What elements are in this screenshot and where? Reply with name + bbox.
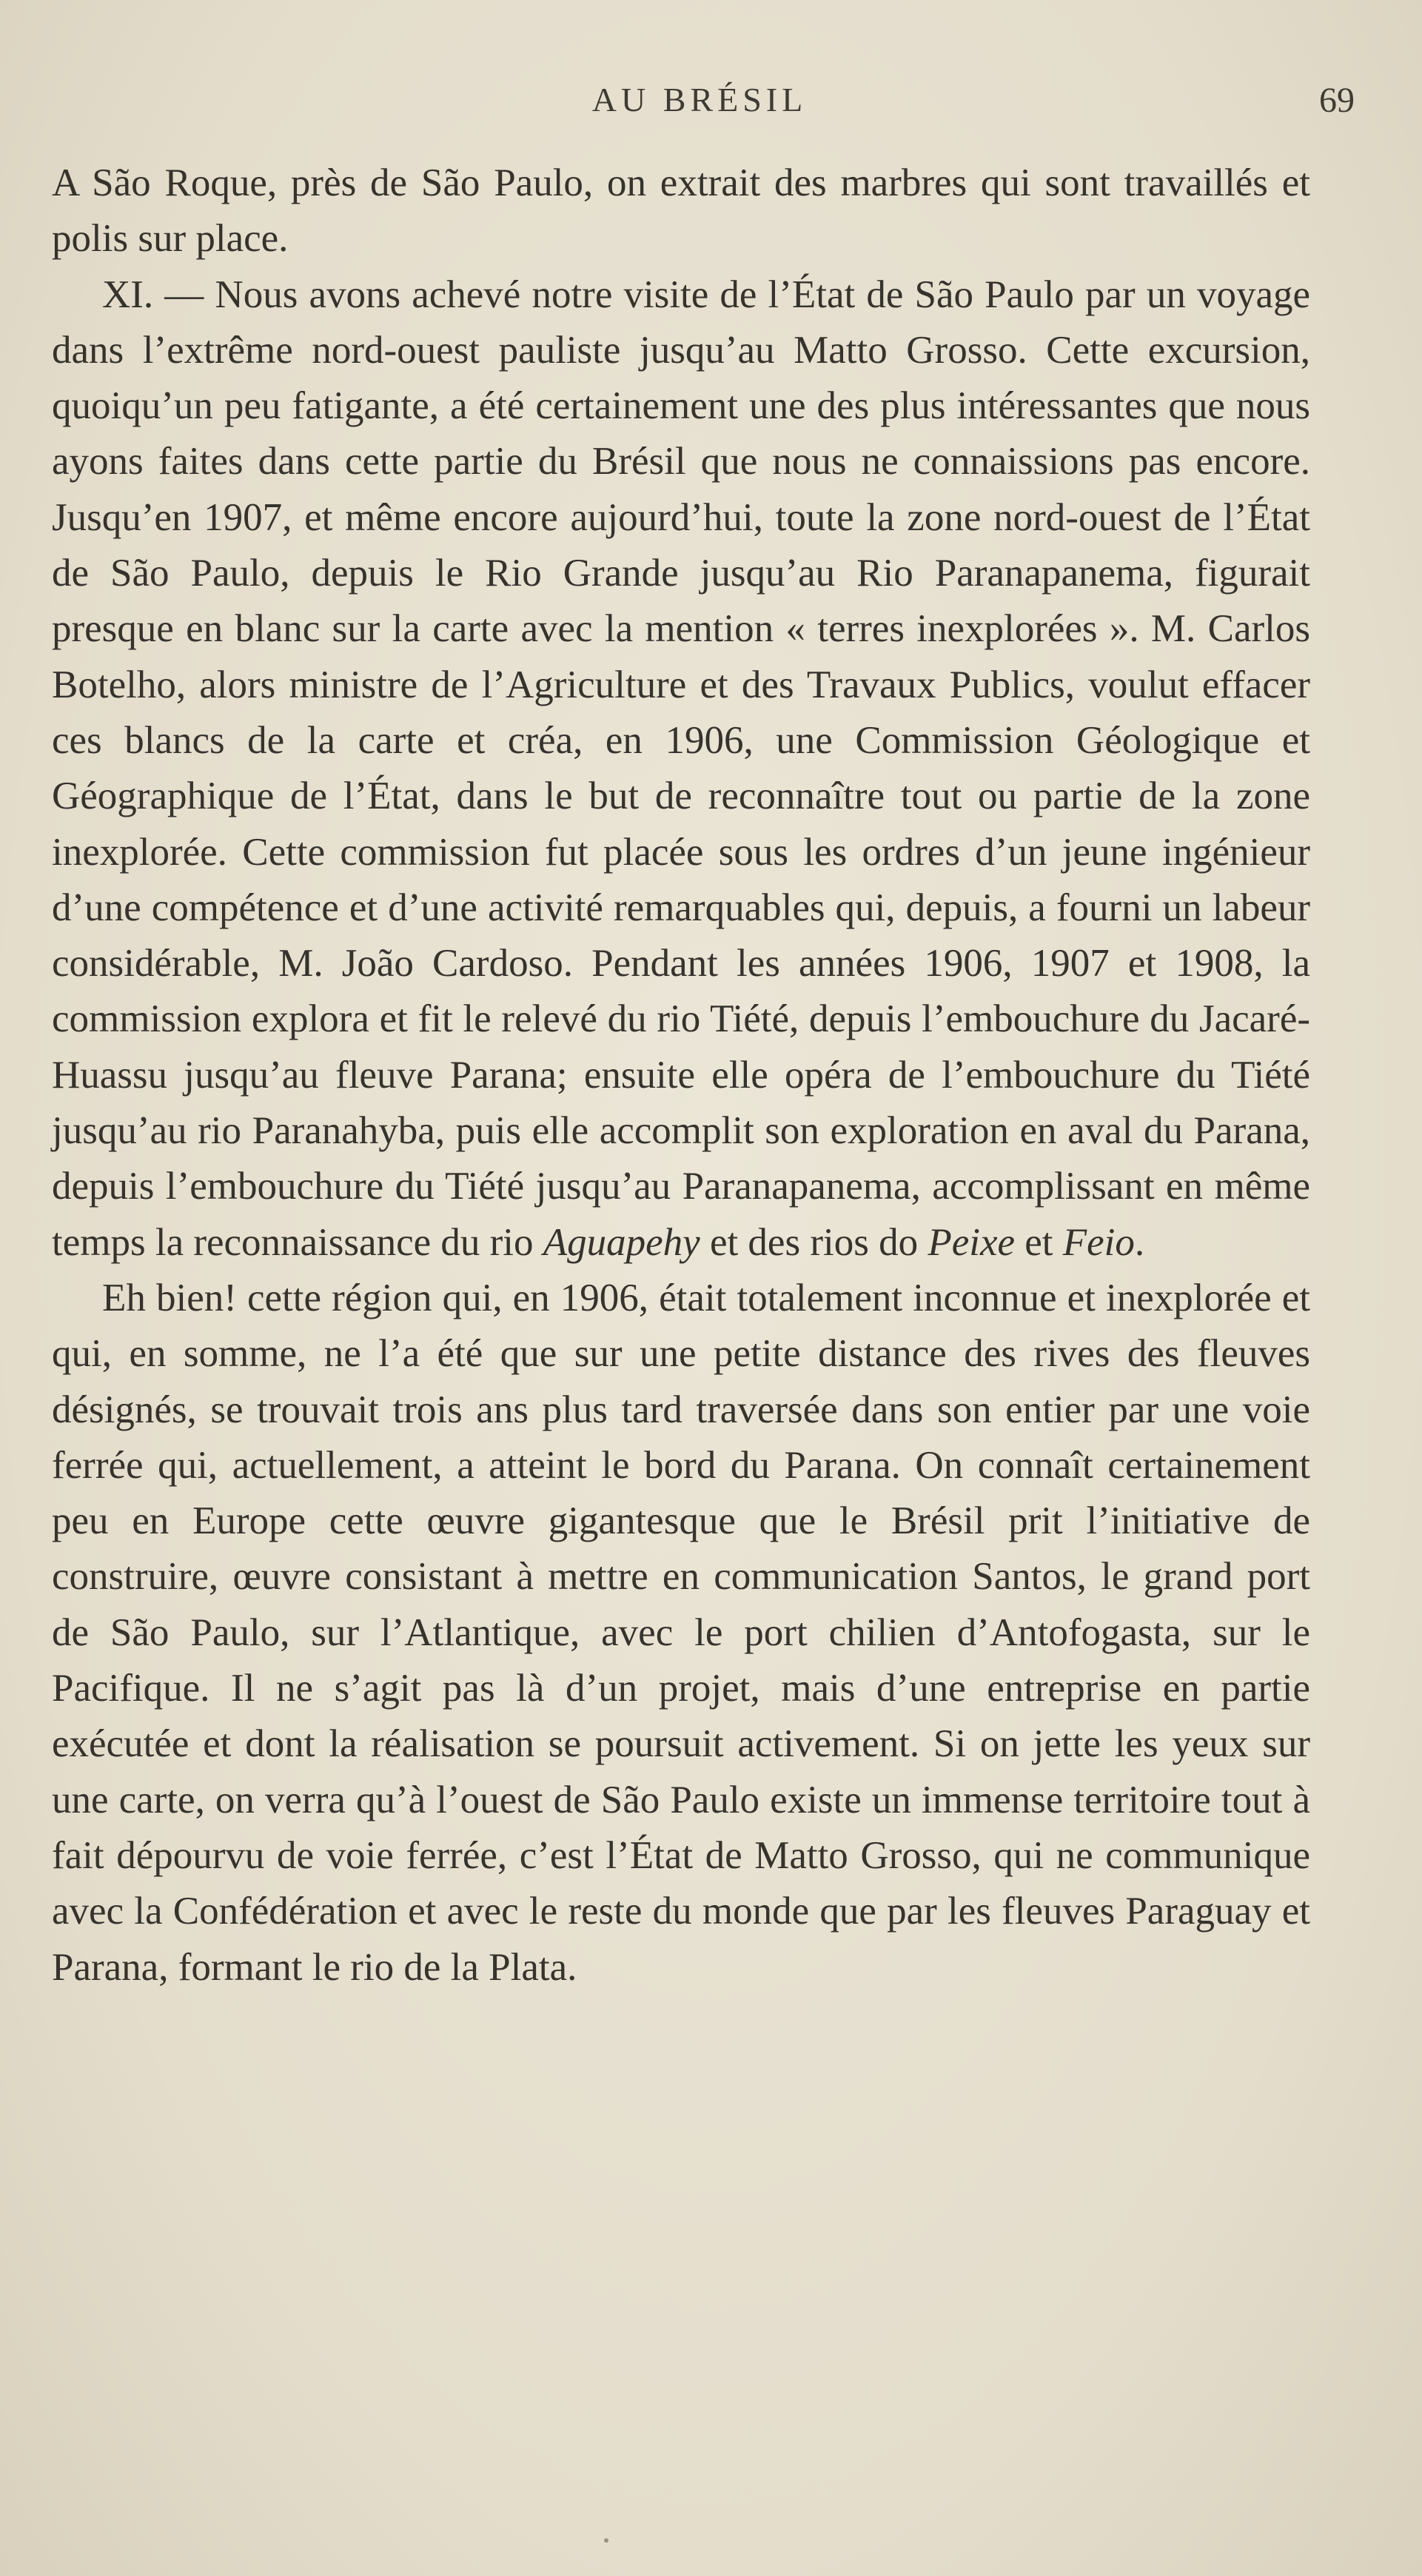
paragraph-3: Eh bien! cette région qui, en 1906, était totalement inconnue et inexplorée et qui, en somme, ne l’a été que sur une petite distance des rives des fleuves désignés, se trouvait trois ans plus tard traversée dans son entier par une voie ferrée qui, actuellement, a atteint le bord du Parana. On connaît certainement peu en Europe cette œuvre gigantesque que le Brésil prit l’initiative de construire, œuvre consistant à mettre en communication Santos, le grand port de São Paulo, sur l’Atlantique, avec le port chilien d’Antofogasta, sur le Pacifique. Il ne s’agit pas là d’un projet, mais d’une entreprise en partie exécutée et dont la réalisation se poursuit activement. Si on jette les yeux sur une carte, on verra qu’à l’ouest de São Paulo existe un immense territoire tout à fait dépourvu de voie ferrée, c’est l’État de Matto Grosso, qui ne communique avec la Confédération et avec le reste du monde que par les fleuves Paraguay et Parana, formant le rio de la Plata. <box>52 1276 1310 1989</box>
river-name-aguapehy: Aguapehy <box>543 1220 700 1264</box>
running-title: AU BRÉSIL <box>591 81 808 118</box>
river-name-peixe: Peixe <box>928 1220 1016 1264</box>
paragraph-2-mid2: et <box>1015 1220 1063 1264</box>
page-header <box>44 80 1355 132</box>
river-name-feio: Feio <box>1062 1220 1135 1264</box>
paper-speck <box>604 2538 608 2543</box>
page-number: 69 <box>1319 81 1355 120</box>
paragraph-1: A São Roque, près de São Paulo, on extrait des marbres qui sont travaillés et polis sur place. <box>52 161 1310 261</box>
paragraph-2 <box>52 267 1310 1271</box>
paragraph-2-mid: et des rios do <box>700 1220 928 1264</box>
paragraph-2-text: XI. — Nous avons achevé notre visite de l’État de São Paulo par un voyage dans l’extrême nord-ouest pauliste jusqu’au Matto Grosso. Cette excursion, quoiqu’un peu fatigante, a été certainement une des plus intéressantes que nous ayons faites dans cette partie du Brésil que nous ne connaissions pas encore. Jusqu’en 1907, et même encore aujourd’hui, toute la zone nord-ouest de l’État de São Paulo, depuis le Rio Grande jusqu’au Rio Paranapanema, figurait presque en blanc sur la carte avec la mention « terres inexplorées ». M. Carlos Botelho, alors ministre de l’Agriculture et des Travaux Publics, voulut effacer ces blancs de la carte et créa, en 1906, une Commission Géologique et Géographique de l’État, dans le but de reconnaître tout ou partie de la zone inexplorée. Cette commission fut placée sous les ordres d’un jeune ingénieur d’une compétence et d’une activité remarquables qui, depuis, a fourni un labeur considérable, M. João Cardoso. Pendant les années 1906, 1907 et 1908, la commission explora et fit le relevé du rio Tiété, depuis l’embouchure du Jacaré-Huassu jusqu’au fleuve Parana; ensuite elle opéra de l’embouchure du Tiété jusqu’au rio Paranahyba, puis elle accomplit son exploration en aval du Parana, depuis l’embouchure du Tiété jusqu’au Paranapanema, accomplissant en même temps la reconnaissance du rio <box>52 272 1310 1264</box>
body-text <box>52 155 1310 1995</box>
paragraph-2-end: . <box>1134 1220 1145 1264</box>
